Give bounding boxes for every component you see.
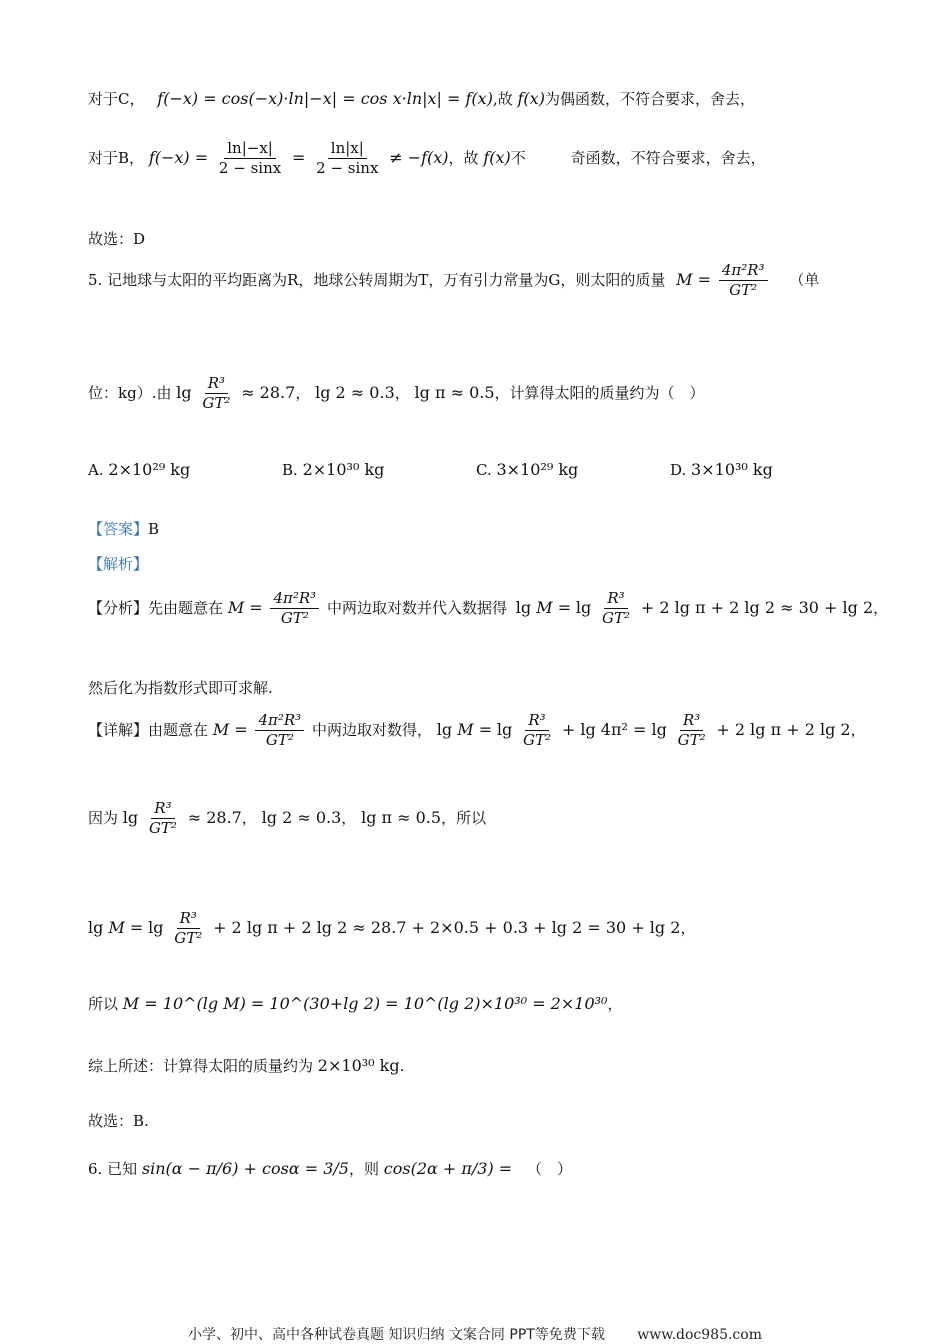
xj-tail: + 2 lg π + 2 lg 2 <box>716 719 851 739</box>
option-d <box>670 460 773 479</box>
b-mid: ，故 <box>448 148 479 167</box>
q5-mass-num: 4π²R³ <box>719 262 768 281</box>
option-b-label: B. <box>282 461 298 479</box>
xj-r1-num: R³ <box>525 712 548 731</box>
option-a-label: A. <box>88 461 104 479</box>
because-den: GT² <box>148 819 177 838</box>
page-footer <box>0 1324 950 1344</box>
line-option-b: 对于B， f(−x) = $\frac{\ln|-x|}{2 - \sin x}$ = $\frac{\ln|x|}{2 - \sin x}$ ≠ −f(x)，故 f(x)不 奇函数，不符合要求，舍去， <box>88 139 766 178</box>
fenxi-formula: + 2 lg π + 2 lg 2 ≈ 30 + lg 2 <box>640 597 874 617</box>
q5-lg2: lg 2 ≈ 0.3 <box>315 382 395 402</box>
b-fraction-2 <box>313 140 381 178</box>
big-lg: lg <box>148 917 164 937</box>
q5-stem2-suffix: ，计算得太阳的质量约为（ ） <box>494 383 705 402</box>
fenxi-r-num: R³ <box>604 590 627 609</box>
b-fx: f(x) <box>483 147 511 167</box>
q6-cos-part: cos(2α + π/3) = <box>383 1159 513 1178</box>
option-b <box>282 460 384 479</box>
b-rhs: ≠ −f(x) <box>389 147 449 167</box>
select-b: 故选：B. <box>88 1112 149 1130</box>
xj-r2-num: R³ <box>680 712 703 731</box>
q5-unit-open: （单 <box>789 270 820 289</box>
q5-given-den: GT² <box>202 394 231 413</box>
option-c-value: 3×10²⁹ kg <box>496 460 579 479</box>
fenxi-tag: 【分析】 <box>88 598 149 617</box>
b-suffix: 奇函数，不符合要求，舍去， <box>570 148 766 167</box>
q5-given-num: R³ <box>205 375 228 394</box>
fenxi-line: 【分析】先由题意在 M = $\frac{\text{4π²R³}}{\text{GT²}}$ 中两边取对数并代入数据得 lg M = lg $\frac{\text{R³}}{\text{GT²}}$ + 2 lg π + 2 lg 2 ≈ 30 + lg 2， <box>88 589 889 628</box>
because-line: 因为 lg $\frac{\text{R³}}{\text{GT²}}$ ≈ 28.7， lg 2 ≈ 0.3， lg π ≈ 0.5，所以 <box>88 799 487 838</box>
c-prefix: 对于C， <box>88 90 145 108</box>
xj-r1-den: GT² <box>523 731 552 750</box>
xj-r-fraction-1 <box>520 712 554 750</box>
summary-line: 综上所述：计算得太阳的质量约为 2×10³⁰ kg. <box>88 1056 405 1075</box>
xj-mass-den: GT² <box>265 731 294 750</box>
b-prefix: 对于B， <box>88 148 145 167</box>
big-equation-line: lg M = lg $\frac{\text{R³}}{\text{GT²}}$ + 2 lg π + 2 lg 2 ≈ 28.7 + 2×0.5 + 0.3 + lg 2 = 30 + lg 2， <box>88 909 696 948</box>
xj-mid: + lg 4π² = lg <box>561 719 667 739</box>
q6-then: ，则 <box>348 1160 379 1178</box>
q6-sin-part: sin(α − π/6) + cosα = 3/5 <box>141 1159 349 1178</box>
summary-prefix: 综上所述：计算得太阳的质量约为 <box>88 1057 314 1075</box>
q5-given-fraction <box>199 375 233 413</box>
fenxi-r-den: GT² <box>602 609 631 628</box>
so: 所以 <box>456 808 487 827</box>
xj-mass-fraction <box>255 712 304 750</box>
big-eq-tail: + 2 lg π + 2 lg 2 ≈ 28.7 + 2×0.5 + 0.3 + lg 2 = 30 + lg 2 <box>213 917 681 937</box>
fenxi-mass-num: 4π²R³ <box>270 590 319 609</box>
because-lg: lg <box>122 807 139 827</box>
xj-lg: lg <box>496 719 513 739</box>
xiangjie-2: 中两边取对数得， <box>311 720 432 739</box>
fenxi-end: 然后化为指数形式即可求解. <box>88 679 273 697</box>
c-fx: f(x) <box>517 89 545 108</box>
xj-r-fraction-2 <box>675 712 709 750</box>
option-c <box>476 460 578 479</box>
b-frac2-num: ln|x| <box>328 140 367 159</box>
q5-stem-line1 <box>88 262 819 300</box>
because-approx: ≈ 28.7 <box>187 807 242 827</box>
fenxi-m-eq: M = <box>227 597 263 617</box>
because: 因为 <box>88 808 119 827</box>
fenxi-1: 先由题意在 <box>148 598 224 617</box>
q5-lg: lg <box>176 382 192 402</box>
option-d-value: 3×10³⁰ kg <box>691 460 773 479</box>
q6-blank: （ ） <box>527 1160 573 1178</box>
c-formula: f(−x) = cos(−x)·ln|−x| = cos x·ln|x| = f(x) <box>157 89 493 108</box>
b-lhs: f(−x) = <box>148 147 209 167</box>
q6-prefix: 6. 已知 <box>88 1160 138 1178</box>
xiangjie-line: 【详解】由题意在 M = $\frac{\text{4π²R³}}{\text{GT²}}$ 中两边取对数得， lg M = lg $\frac{\text{R³}}{\text{GT²}}$ + lg 4π² = lg $\frac{\text{R³}}{\text{GT²}}$ + 2 lg π + 2 lg 2， <box>88 711 866 750</box>
xiangjie-tag: 【详解】 <box>88 720 149 739</box>
q5-approx1: ≈ 28.7 <box>241 382 296 402</box>
analysis-tag: 【解析】 <box>88 555 149 573</box>
power-line: 所以 M = 10^(lg M) = 10^(30+lg 2) = 10^(lg 2)×10³⁰ = 2×10³⁰， <box>88 994 623 1013</box>
xj-m-eq: M = <box>212 719 248 739</box>
because-lgpi: lg π ≈ 0.5 <box>361 807 442 827</box>
xj-mass-num: 4π²R³ <box>255 712 304 731</box>
q5-stem1: 5. 记地球与太阳的平均距离为R，地球公转周期为T，万有引力常量为G，则太阳的质量 <box>88 270 666 289</box>
b-frac2-den: 2 − sinx <box>316 159 379 178</box>
xj-r2-den: GT² <box>677 731 706 750</box>
answer-tag: 【答案】 <box>88 520 149 538</box>
fenxi-mass-den: GT² <box>280 609 309 628</box>
summary-value: 2×10³⁰ kg <box>317 1056 400 1075</box>
b-not: 不 <box>510 148 526 167</box>
fenxi-lg: lg <box>575 597 592 617</box>
m-power: M = 10^(lg M) = 10^(30+lg 2) = 10^(lg 2)×10³⁰ = 2×10³⁰ <box>122 994 608 1013</box>
big-fraction <box>171 910 205 948</box>
big-num: R³ <box>177 910 200 929</box>
b-frac1-num: ln|−x| <box>224 140 276 159</box>
because-num: R³ <box>151 800 174 819</box>
option-c-label: C. <box>476 461 492 479</box>
footer-text: 小学、初中、高中各种试卷真题 知识归纳 文案合同 PPT等免费下载 <box>188 1327 605 1343</box>
b-frac1-den: 2 − sinx <box>218 159 282 178</box>
fenxi-mass-fraction <box>270 590 319 628</box>
option-a <box>88 460 190 479</box>
q5-m-eq: M = <box>676 269 712 289</box>
c-suffix: 为偶函数，不符合要求，舍去， <box>544 90 755 108</box>
option-b-value: 2×10³⁰ kg <box>302 460 385 479</box>
option-a-value: 2×10²⁹ kg <box>108 460 191 479</box>
b-fraction-1 <box>216 140 284 178</box>
answer-line <box>88 518 159 539</box>
line-option-c <box>88 88 755 109</box>
xiangjie-1: 由题意在 <box>148 720 209 739</box>
select-d: 故选：D <box>88 230 146 248</box>
q5-lgpi: lg π ≈ 0.5 <box>414 382 495 402</box>
fenxi-2: 中两边取对数并代入数据得 <box>326 598 507 617</box>
so2: 所以 <box>88 995 119 1013</box>
q6-line <box>88 1158 572 1179</box>
fenxi-r-fraction <box>599 590 633 628</box>
answer-value: B <box>148 520 160 538</box>
c-mid: ,故 <box>492 90 513 108</box>
q5-mass-den: GT² <box>729 281 758 300</box>
because-fraction <box>146 800 180 838</box>
footer-url[interactable]: www.doc985.com <box>637 1327 762 1343</box>
big-den: GT² <box>174 929 203 948</box>
q5-mass-fraction <box>719 262 768 300</box>
q5-stem-line2: 位：kg）.由 lg $\frac{\text{R³}}{\text{GT²}}$ ≈ 28.7， lg 2 ≈ 0.3， lg π ≈ 0.5，计算得太阳的质量约为（ ） <box>88 374 705 413</box>
option-d-label: D. <box>670 461 687 479</box>
because-lg2: lg 2 ≈ 0.3 <box>261 807 342 827</box>
q5-stem2-prefix: 位：kg）.由 <box>88 383 172 402</box>
